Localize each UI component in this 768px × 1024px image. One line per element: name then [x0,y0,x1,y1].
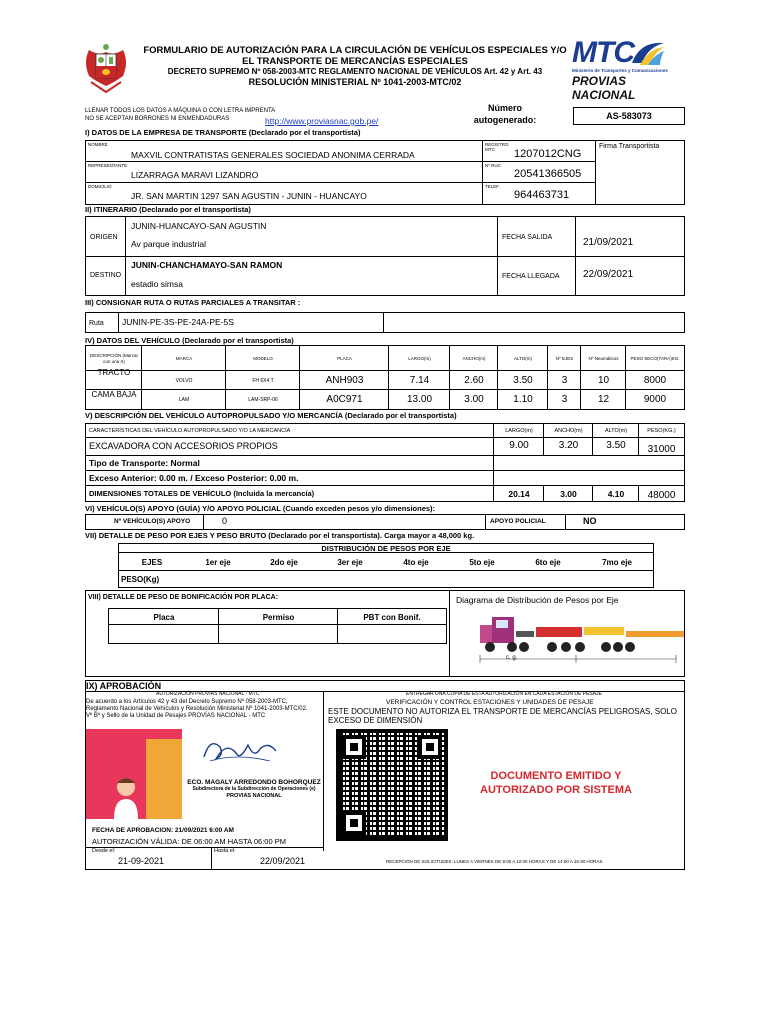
diagram-title: Diagrama de Distribución de Pesos por Eje [456,595,619,605]
col-alto: ALTO(m) [513,356,533,361]
mtc-ministry: Ministerio de Transportes y Comunicaciones [572,68,668,73]
axle-header-2: 2do eje [270,557,298,567]
origin-line2: Av parque industrial [131,239,206,249]
excess-info: Exceso Anterior: 0.00 m. / Exceso Posterior: 0.00 m. [89,473,299,483]
bonus-col-permiso: Permiso [262,612,295,622]
bonus-weight-box [85,590,685,677]
truck-axle-diagram [476,607,686,667]
provias-url-link[interactable]: http://www.proviasnac.gob.pe/ [265,116,379,126]
numero-label: Número [487,103,522,113]
destino-label: DESTINO [90,272,122,279]
row2-modelo: LAM-SRP-06 [248,396,278,403]
cargo-peso: 31000 [647,443,676,455]
desde-label: Desde el: [92,848,116,854]
fecha-llegada-label: FECHA LLEGADA [502,273,560,280]
row2-peso: 9000 [643,394,667,405]
row2-ejes: 3 [561,394,568,405]
ruc-label: Nº RUC [485,163,501,168]
no-erasures-note: NO SE ACEPTAN BORRONES NI ENMENDADURAS [85,116,230,122]
row1-neumaticos: 10 [597,375,610,386]
transport-type: Tipo de Transporte: Normal [89,458,200,468]
section-3-title: III) CONSIGNAR RUTA O RUTAS PARCIALES A TRANSITAR : [85,298,301,307]
verification-qr-code [336,729,448,841]
col-descripcion: DESCRIPCIÓN (Marcar con una X) [89,352,138,364]
caracteristicas-label: CARACTERÍSTICAS DEL VEHÍCULO AUTOPROPULSADO Y/O LA MERCANCÍA [89,428,291,434]
departure-date: 21/09/2021 [583,237,634,248]
row2-placa: A0C971 [326,394,363,405]
legal-line1: De acuerdo a los Artículos 42 y 43 del Decreto Supremo Nº 058-2003-MTC, [86,699,288,705]
col-largo: LARGO(m) [408,356,431,361]
registro-mtc: 1207012CNG [514,148,582,160]
row1-ancho: 2.60 [464,375,484,386]
section-4-title: IV) DATOS DEL VEHÍCULO (Declarado por el transportista) [85,336,294,345]
col-ejes: Nº EJES [555,356,574,361]
nombre-label: NOMBRE [88,142,108,147]
row1-modelo: FH 6X4 T [252,377,274,384]
apoyo-policial-value: NO [583,516,597,526]
ruta-label: Ruta [89,320,104,327]
approval-box [85,680,685,870]
total-ancho: 3.00 [560,488,577,499]
peru-coat-of-arms-logo [83,42,129,94]
system-issued-line2: AUTORIZADO POR SISTEMA [480,784,632,796]
approval-date: FECHA DE APROBACION: 21/09/2021 6:00 AM [92,827,234,834]
official-signature [196,731,286,771]
apoyo-policial-label: APOYO POLICIAL [490,518,546,525]
axle-distribution-title: DISTRIBUCIÓN DE PESOS POR EJE [321,543,451,553]
bonus-col-pbt: PBT con Bonif. [363,612,421,622]
section-8-title: VIII) DETALLE DE PESO DE BONIFICACIÓN POR PLACA: [88,594,279,601]
form-title: FORMULARIO DE AUTORIZACIÓN PARA LA CIRCULACIÓN DE VEHÍCULOS ESPECIALES Y/O [143,45,567,56]
section-9-title: IX) APROBACIÓN [86,681,162,691]
cargo-table [85,423,685,502]
apoyo-label: Nº VEHÍCULO(S) APOYO [114,518,191,525]
total-dimensions-label: DIMENSIONES TOTALES DE VEHÍCULO (Incluida la mercancía) [89,489,315,498]
svg-text:c. g.: c. g. [506,655,518,661]
row2-largo: 13.00 [406,394,433,405]
decree-line: DECRETO SUPREMO Nº 058-2003-MTC REGLAMENTO NACIONAL DE VEHÍCULOS Art. 42 y Art. 43 [167,67,543,76]
row2-descripcion: CAMA BAJA [91,389,137,399]
section-7-title: VII) DETALLE DE PESO POR EJES Y PESO BRUTO (Declarado por el transportista). Carga mayor a 48,000 kg. [85,531,475,540]
official-photo-banner [86,729,182,819]
row1-descripcion: TRACTO [97,367,131,377]
col-ancho: ANCHO(m) [462,356,486,361]
cargo-col-peso: PESO(KG.) [647,428,676,434]
mtc-logo-text: MTC [572,36,634,69]
firma-transportista-label: Firma Transportista [599,143,660,150]
row2-neumaticos: 12 [597,394,610,405]
arrival-date: 22/09/2021 [583,269,634,280]
representante-label: REPRESENTANTE [88,163,128,168]
autogenerado-label: autogenerado: [473,115,537,125]
total-peso: 48000 [647,490,676,501]
resolution-line: RESOLUCIÓN MINISTERIAL Nº 1041-2003-MTC/02 [248,77,462,87]
verification-note: VERIFICACIÓN Y CONTROL ESTACIONES Y UNIDADES DE PESAJE [386,699,594,706]
row1-ejes: 3 [561,375,568,386]
validity-hours: AUTORIZACIÓN VÁLIDA: DE 06:00 AM HASTA 06:00 PM [92,837,286,846]
hasta-label: Hasta el: [214,848,236,854]
route-box [85,312,685,333]
total-largo: 20.14 [508,488,530,499]
fecha-salida-label: FECHA SALIDA [502,234,553,241]
col-peso-seco: PESO SECO(TARA)KG. [630,356,680,361]
route-value: JUNIN-PE-3S-PE-24A-PE-5S [122,317,234,327]
col-modelo: MODELO [253,356,273,361]
axle-header-1: 1er eje [205,557,231,567]
reception-hours-note: RECEPCIÓN DE SOLICITUDES: LUNES A VIERNES DE 9:00 A 12:00 HORAS Y DE 14:00 A 16:30 HORAS. [386,859,604,864]
mtc-logo [572,36,690,102]
cargo-largo: 9.00 [509,439,529,451]
cargo-description: EXCAVADORA CON ACCESORIOS PROPIOS [89,441,278,451]
cargo-col-ancho: ANCHO(m) [554,428,583,434]
legal-line3: Vº Bº y Sello de la Unidad de Pesajes PROVÍAS NACIONAL - MTC [86,713,266,719]
company-address: JR. SAN MARTIN 1297 SAN AGUSTIN - JUNIN - HUANCAYO [131,191,367,201]
peso-kg-label: PESO(Kg) [121,575,160,584]
row1-placa: ANH903 [325,375,364,386]
signer-role: Subdirectora de la Subdirección de Operaciones (e) [192,786,316,792]
hazmat-warning: ESTE DOCUMENTO NO AUTORIZA EL TRANSPORTE DE MERCANCÍAS PELIGROSAS, SOLO EXCESO DE DIMENSIÓN [328,707,677,725]
mtc-swoosh-icon [630,39,666,67]
section-5-title: V) DESCRIPCIÓN DEL VEHÍCULO AUTOPROPULSADO Y/O MERCANCÍA (Declarado por el transportista) [85,411,457,420]
cargo-alto: 3.50 [606,439,626,451]
system-issued-line1: DOCUMENTO EMITIDO Y [490,770,622,782]
cargo-col-alto: ALTO(m) [604,428,628,434]
telefono-label: TELEF. [485,184,500,189]
col-placa: PLACA [337,356,352,361]
signer-org: PROVIAS NACIONAL [226,793,282,799]
axle-weight-table [118,543,654,588]
vehicle-table [85,345,685,410]
itinerary-box [85,216,685,296]
axle-header-5: 5to eje [469,557,495,567]
col-neumaticos: Nº Neumáticos [588,356,619,361]
company-box [85,140,685,205]
destination-line2: estadio simsa [131,279,183,289]
row1-alto: 3.50 [513,375,533,386]
support-vehicles-box [85,514,685,530]
cargo-ancho: 3.20 [558,439,579,451]
row1-marca: VOLVO [175,377,193,384]
destination-line1: JUNIN-CHANCHAMAYO-SAN RAMON [131,260,283,270]
form-subtitle: EL TRANSPORTE DE MERCANCÍAS ESPECIALES [242,56,468,67]
row2-marca: LAM [178,396,190,403]
bonus-col-placa: Placa [153,612,175,622]
origin-line1: JUNIN-HUANCAYO-SAN AGUSTIN [131,221,267,231]
cargo-col-largo: LARGO(m) [505,428,533,434]
section-2-title: II) ITINERARIO (Declarado por el transportista) [85,205,251,214]
legal-line2: Reglamento Nacional de Vehículos y Resolución Ministerial Nº 1041-2003-MTC/02. [86,706,308,712]
row2-ancho: 3.00 [464,394,484,405]
autorizacion-provias-label: AUTORIZACIÓN PROVIAS NACIONAL - MTC [156,691,260,697]
total-alto: 4.10 [607,488,625,499]
bonus-table [108,608,447,644]
entregar-copia-note: ENTREGAR UNA COPIA DE ESTA AUTORIZACIÓN EN CADA ESTACIÓN DE PESAJE [406,691,602,697]
provias-nacional: PROVIAS NACIONAL [572,74,636,102]
phone-number: 964463731 [514,189,570,201]
registro-label: REGISTRO MTC [485,142,509,152]
signer-name: ECO. MAGALY ARREDONDO BOHORQUEZ [187,779,321,786]
valid-to-date: 22/09/2021 [260,856,306,866]
axle-header-4: 4to eje [403,557,429,567]
representative-name: LIZARRAGA MARAVI LIZANDRO [131,170,259,180]
fill-instruction: LLENAR TODOS LOS DATOS A MÁQUINA O CON LETRA IMPRENTA [85,108,276,114]
autogenerated-number: AS-583073 [573,107,685,125]
valid-from-date: 21-09-2021 [118,856,165,866]
axle-header-3: 3er eje [337,557,363,567]
domicilio-label: DOMICILIO [88,184,112,189]
axle-header-ejes: EJES [141,557,163,567]
row1-largo: 7.14 [409,375,430,386]
ruc-number: 20541366505 [514,168,582,180]
col-marca: MARCA [175,356,193,361]
section-1-title: I) DATOS DE LA EMPRESA DE TRANSPORTE (Declarado por el transportista) [85,128,361,137]
axle-header-6: 6to eje [535,557,561,567]
section-6-title: VI) VEHÍCULO(S) APOYO (GUÍA) Y/O APOYO POLICIAL (Cuando exceden pesos y/o dimensiones): [85,504,436,513]
origen-label: ORIGEN [90,234,118,241]
row2-alto: 1.10 [513,394,533,405]
company-name: MAXVIL CONTRATISTAS GENERALES SOCIEDAD ANONIMA CERRADA [131,150,415,160]
apoyo-count: 0 [222,516,228,526]
row1-peso: 8000 [643,375,667,386]
axle-header-7: 7mo eje [602,557,632,567]
